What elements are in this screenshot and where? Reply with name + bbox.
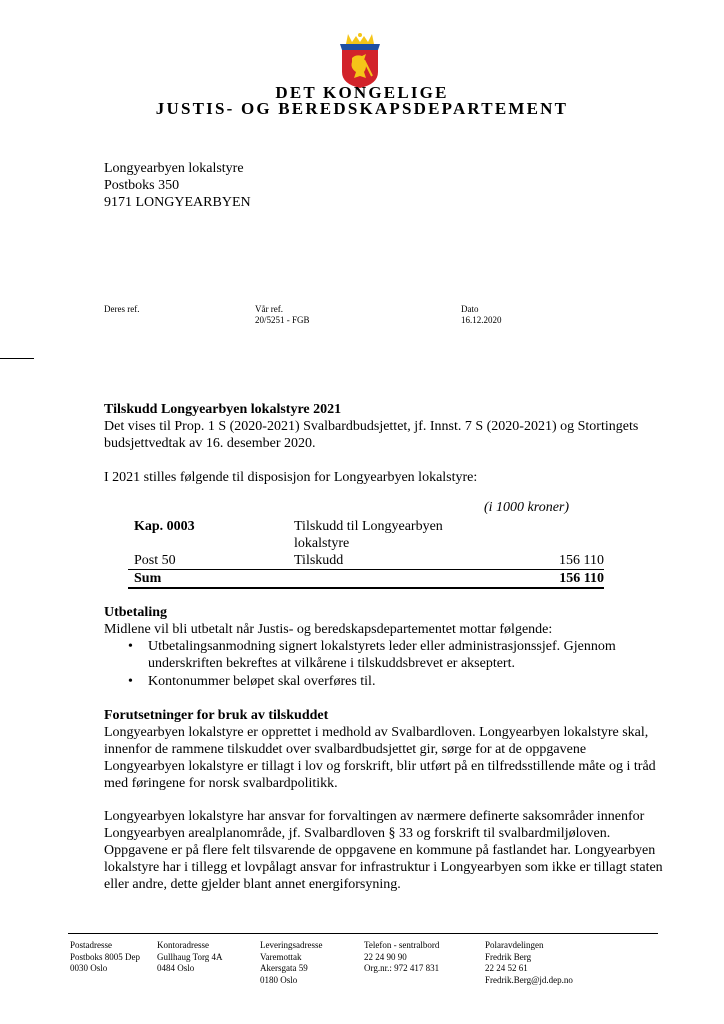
conditions-heading: Forutsetninger for bruk av tilskuddet — [104, 708, 329, 723]
footer-phone — [364, 940, 439, 975]
date-ref — [461, 304, 502, 326]
table-row — [128, 518, 604, 552]
var-ref — [255, 304, 310, 326]
payment-paragraph: Midlene vil bli utbetalt når Justis- og beredskapsdepartementet mottar følgende: — [104, 622, 553, 637]
footer-email[interactable]: Fredrik.Berg@jd.dep.no — [485, 974, 573, 985]
date-label: Dato — [461, 304, 479, 314]
deres-ref — [104, 304, 139, 315]
coat-of-arms-icon — [334, 32, 386, 88]
footer-delivery — [260, 940, 322, 986]
letter-title: Tilskudd Longyearbyen lokalstyre 2021 — [104, 402, 342, 417]
recipient-address — [104, 160, 251, 211]
footer-label: Telefon - sentralbord — [364, 940, 440, 950]
disposal-paragraph: I 2021 stilles følgende til disposisjon for Longyearbyen lokalstyre: — [104, 470, 478, 485]
bullet-item: Utbetalingsanmodning signert lokalstyrets leder eller administrasjonssjef. Gjennom underskriften bekreftes at vilkårene i tilskuddsbrevet er akseptert. — [148, 639, 616, 671]
fold-mark — [0, 358, 34, 359]
footer-value: Varemottak — [260, 951, 302, 962]
footer-contact — [485, 940, 573, 986]
kap-desc: Tilskudd til Longyearbyen lokalstyre — [294, 519, 443, 551]
footer-value: Gullhaug Torg 4A — [157, 951, 223, 962]
footer-value: Akersgata 59 — [260, 963, 308, 973]
footer-office — [157, 940, 223, 975]
recipient-line: Longyearbyen lokalstyre — [104, 161, 244, 176]
conditions-paragraph: Longyearbyen lokalstyre er opprettet i medhold av Svalbardloven. Longyearbyen lokalstyre skal, innenfor de rammene tilskuddet over svalbardbudsjettet gir, sørge for at de oppgavene Longyearbyen lokalstyre er tillagt i lov og forskrift, blir utført på en tilfredsstillende måte og i tråd med føringene for norsk svalbardpolitikk. — [104, 725, 656, 791]
date-value: 16.12.2020 — [461, 315, 502, 325]
footer-label: Leveringsadresse — [260, 940, 323, 950]
table-row — [128, 552, 604, 570]
footer-value: Org.nr.: 972 417 831 — [364, 963, 440, 973]
footer-value: 22 24 90 90 — [364, 951, 407, 962]
bullet-icon: • — [128, 639, 133, 654]
kap-label: Kap. 0003 — [134, 519, 195, 534]
post-desc: Tilskudd — [294, 553, 344, 568]
table-row — [128, 570, 604, 589]
sum-label: Sum — [134, 571, 162, 586]
footer-value: 22 24 52 61 — [485, 963, 528, 973]
org-name-line1: DET KONGELIGE — [275, 83, 449, 102]
post-value: 156 110 — [559, 553, 604, 568]
var-ref-label: Vår ref. — [255, 304, 283, 314]
footer-value: 0180 Oslo — [260, 974, 298, 985]
intro-paragraph: Det vises til Prop. 1 S (2020-2021) Svalbardbudsjettet, jf. Innst. 7 S (2020-2021) og Stortingets budsjettvedtak av 16. desember 2020. — [104, 419, 639, 451]
footer-value: 0030 Oslo — [70, 963, 108, 973]
responsibility-paragraph: Longyearbyen lokalstyre har ansvar for forvaltingen av nærmere definerte saksområder innenfor Longyearbyen arealplanområde, jf. Svalbardloven § 33 og forskrift til svalbardmiljøloven. Oppgavene er på flere felt tilsvarende de oppgavene en kommune på fastlandet har. Longyearbyen lokalstyre har i tillegg et lovpålagt ansvar for infrastruktur i Longyearbyen som ikke er tillagt staten eller andre, dette gjelder blant annet energiforsyning. — [104, 809, 663, 892]
org-name-line2: JUSTIS- OG BEREDSKAPSDEPARTEMENT — [155, 99, 569, 118]
footer-postal — [70, 940, 140, 975]
footer-value: Fredrik Berg — [485, 951, 532, 962]
footer-label: Polaravdelingen — [485, 940, 544, 950]
footer-divider — [68, 933, 658, 934]
payment-heading: Utbetaling — [104, 605, 167, 620]
sum-value: 156 110 — [559, 571, 604, 586]
bullet-icon: • — [128, 674, 133, 689]
footer-label: Postadresse — [70, 940, 112, 950]
budget-table — [128, 518, 604, 589]
footer-value: Postboks 8005 Dep — [70, 951, 141, 962]
deres-ref-label: Deres ref. — [104, 304, 140, 314]
post-label: Post 50 — [134, 553, 176, 568]
footer-label: Kontoradresse — [157, 940, 209, 950]
bullet-item: Kontonummer beløpet skal overføres til. — [148, 674, 376, 689]
footer-value: 0484 Oslo — [157, 963, 195, 973]
var-ref-value: 20/5251 - FGB — [255, 315, 310, 325]
recipient-line: Postboks 350 — [104, 178, 180, 193]
recipient-line: 9171 LONGYEARBYEN — [104, 195, 251, 210]
unit-label: (i 1000 kroner) — [484, 500, 570, 515]
